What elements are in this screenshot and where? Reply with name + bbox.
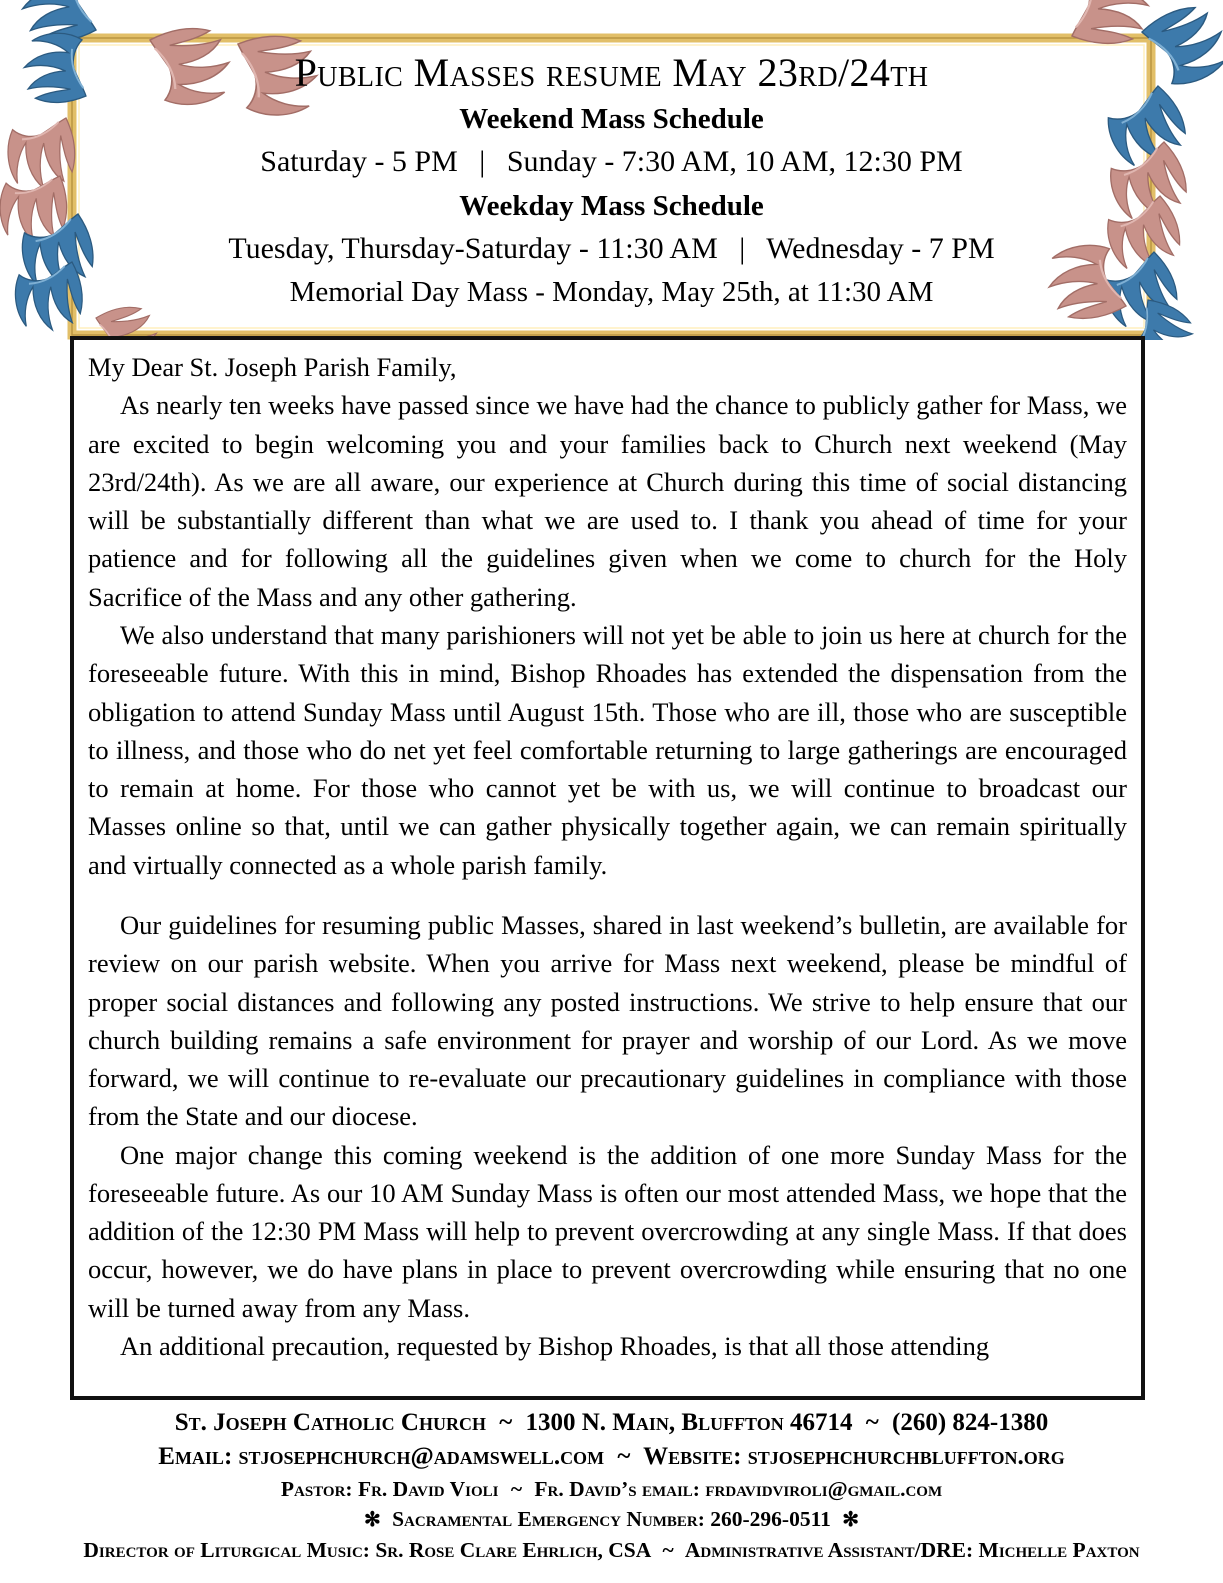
letter-paragraph-2: We also understand that many parishioners will not yet be able to join us here at church for the foreseeable future. With this in mind, Bishop Rhoades has extended the dispensation from the obligation to attend Sunday Mass until August 15th. Those who are ill, those who are susceptible to illness, and those who do net yet feel comfortable returning to large gatherings are encouraged to remain at home. For those who cannot yet be with us, we will continue to broadcast our Masses online so that, until we can gather physically together again, we can remain spiritually and virtually connected as a whole parish family. <box>88 619 1127 880</box>
separator-tilde: ~ <box>499 1409 513 1436</box>
admin-assistant-name: Michelle Paxton <box>978 1538 1140 1563</box>
pastor-email-value[interactable]: frdavidviroli@gmail.com <box>705 1476 943 1501</box>
website-value[interactable]: stjosephchurchbluffton.org <box>747 1442 1065 1470</box>
weekend-saturday-time: Saturday - 5 PM <box>260 144 458 178</box>
admin-assistant-label: Administrative Assistant/DRE: <box>684 1538 974 1563</box>
pastor-name: Fr. David Violi <box>357 1476 499 1501</box>
star-icon: ✻ <box>363 1508 381 1531</box>
pastor-letter-box <box>70 336 1145 1400</box>
ornamental-header-frame <box>0 0 1223 340</box>
email-value[interactable]: stjosephchurch@adamswell.com <box>238 1442 605 1470</box>
letter-paragraph-3: Our guidelines for resuming public Masses, shared in last weekend’s bulletin, are available for review on our parish website. When you arrive for Mass next weekend, please be mindful of proper social distances and following any posted instructions. We strive to help ensure that our church building remains a safe environment for prayer and worship of our Lord. As we move forward, we will continue to re-evaluate our precautionary guidelines in compliance with those from the State and our diocese. <box>88 909 1127 1132</box>
weekday-separator: | <box>739 231 746 265</box>
weekday-schedule-heading: Weekday Mass Schedule <box>459 189 764 222</box>
pastor-email-label: Fr. David’s email: <box>534 1476 700 1501</box>
music-director-label: Director of Liturgical Music: <box>83 1538 370 1563</box>
separator-tilde: ~ <box>865 1409 879 1436</box>
emergency-number: 260-296-0511 <box>710 1506 831 1531</box>
church-phone: (260) 824-1380 <box>892 1409 1049 1436</box>
pastor-letter-text <box>74 340 1141 1365</box>
weekday-schedule-times <box>120 231 1103 267</box>
pastor-label: Pastor: <box>280 1476 353 1501</box>
star-icon: ✻ <box>842 1508 860 1531</box>
emergency-label: Sacramental Emergency Number: <box>392 1506 705 1531</box>
parish-contact-footer <box>0 1404 1223 1564</box>
separator-tilde: ~ <box>662 1538 674 1563</box>
memorial-day-mass-line: Memorial Day Mass - Monday, May 25th, at 11:30 AM <box>289 275 934 308</box>
separator-tilde: ~ <box>510 1476 523 1501</box>
music-director-name: Sr. Rose Clare Ehrlich, CSA <box>375 1538 651 1563</box>
letter-paragraph-5-truncated: An additional precaution, requested by Bishop Rhoades, is that all those attending <box>120 1331 990 1362</box>
weekend-sunday-times: Sunday - 7:30 AM, 10 AM, 12:30 PM <box>506 144 963 178</box>
separator-tilde: ~ <box>617 1442 631 1470</box>
footer-email-website-line <box>0 1441 1223 1473</box>
weekend-schedule-times <box>120 144 1103 180</box>
footer-church-line <box>0 1407 1223 1439</box>
weekend-separator: | <box>479 144 486 178</box>
website-label: Website: <box>643 1442 742 1470</box>
letter-paragraph-1: As nearly ten weeks have passed since we have had the chance to publicly gather for Mass, we are excited to begin welcoming you and your families back to Church next weekend (May 23rd/24th). As we are all aware, our experience at Church during this time of social distancing will be substantially different than what we are used to. I thank you ahead of time for your patience and for following all the guidelines given when we come to church for the Holy Sacrifice of the Mass and any other gathering. <box>88 390 1127 612</box>
header-text-block <box>120 52 1103 310</box>
weekend-schedule-heading: Weekend Mass Schedule <box>459 103 764 136</box>
church-name: St. Joseph Catholic Church <box>174 1409 486 1436</box>
footer-pastor-line <box>0 1476 1223 1503</box>
footer-emergency-line <box>0 1506 1223 1533</box>
email-label: Email: <box>158 1442 233 1470</box>
weekday-times-part1: Tuesday, Thursday-Saturday - 11:30 AM <box>228 231 718 265</box>
weekday-times-part2: Wednesday - 7 PM <box>766 231 995 265</box>
letter-paragraph-4: One major change this coming weekend is the addition of one more Sunday Mass for the foreseeable future. As our 10 AM Sunday Mass is often our most attended Mass, we hope that the addition of the 12:30 PM Mass will help to prevent overcrowding at any single Mass. If that does occur, however, we do have plans in place to prevent overcrowding while ensuring that no one will be turned away from any Mass. <box>88 1139 1127 1323</box>
footer-staff-line <box>0 1537 1223 1564</box>
letter-salutation: My Dear St. Joseph Parish Family, <box>88 352 457 382</box>
page-title: Public Masses resume May 23rd/24th <box>294 50 929 95</box>
church-address: 1300 N. Main, Bluffton 46714 <box>525 1409 853 1436</box>
